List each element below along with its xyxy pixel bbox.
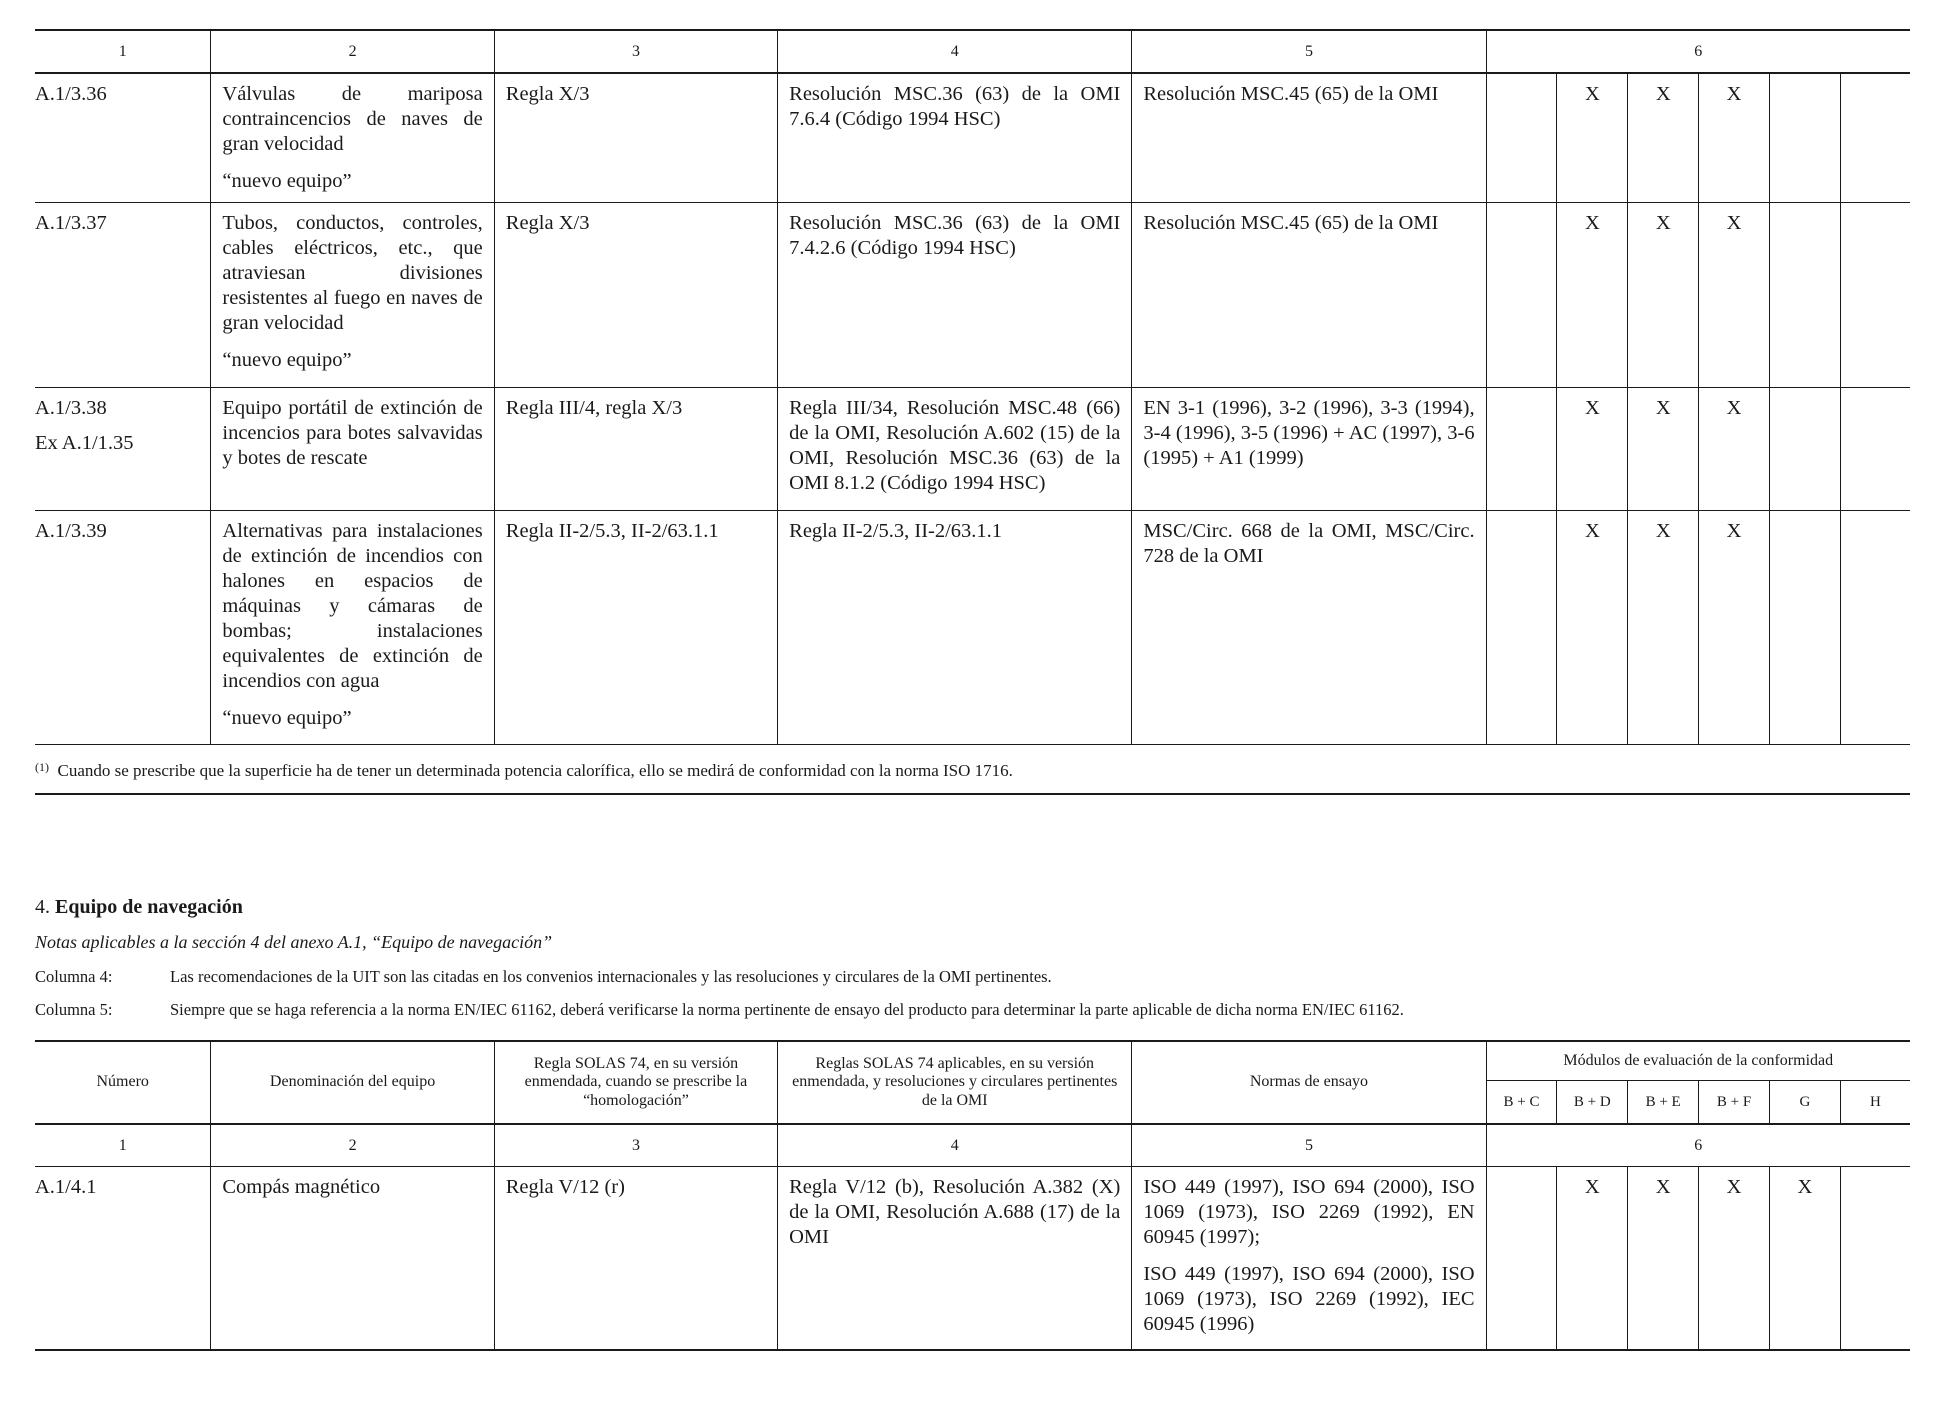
equipment-note: “nuevo equipo” — [222, 349, 352, 371]
table-row — [35, 203, 1910, 388]
item-number: A.1/3.36 — [35, 73, 211, 203]
module-mark — [1840, 511, 1910, 745]
section-heading — [35, 896, 243, 919]
item-number: A.1/3.38 — [35, 397, 107, 419]
column-number: 2 — [211, 30, 494, 73]
applicable-rules: Regla II-2/5.3, II-2/63.1.1 — [778, 511, 1132, 745]
note-text: Las recomendaciones de la UIT son las citadas en los convenios internacionales y las resoluciones y circulares de la OMI pertinentes. — [170, 967, 1052, 986]
module-mark — [1840, 388, 1910, 511]
equipment-table-section-3 — [35, 29, 1910, 795]
module-mark: X — [1699, 388, 1770, 511]
solas-rule: Regla X/3 — [494, 73, 777, 203]
module-mark — [1769, 203, 1840, 388]
equipment-name: Alternativas para instalaciones de extinción de incendios con halones en espacios de máquinas y cámaras de bombas; instalaciones equivalentes de extinción de incendios con agua — [222, 520, 483, 692]
column-number: 4 — [778, 1124, 1132, 1167]
column-number: 1 — [35, 30, 211, 73]
equipment-name-cell — [211, 511, 494, 745]
module-mark: X — [1557, 203, 1628, 388]
solas-rule: Regla V/12 (r) — [494, 1167, 777, 1350]
column-number: 6 — [1486, 30, 1910, 73]
column-number: 2 — [211, 1124, 494, 1167]
footnote — [35, 745, 1910, 795]
module-mark — [1840, 1167, 1910, 1350]
applicable-rules: Resolución MSC.36 (63) de la OMI 7.6.4 (Código 1994 HSC) — [778, 73, 1132, 203]
column-number: 6 — [1486, 1124, 1910, 1167]
solas-rule: Regla III/4, regla X/3 — [494, 388, 777, 511]
equipment-table-section-4 — [35, 1040, 1910, 1351]
equipment-name: Tubos, conductos, controles, cables eléctricos, etc., que atraviesan divisiones resistentes al fuego en naves de gran velocidad — [222, 212, 483, 334]
equipment-name: Equipo portátil de extinción de incencios para botes salvavidas y botes de rescate — [211, 388, 494, 511]
module-mark: X — [1769, 1167, 1840, 1350]
section-number: 4. — [35, 896, 50, 918]
header-module: H — [1840, 1080, 1910, 1124]
column-number: 4 — [778, 30, 1132, 73]
test-standards: MSC/Circ. 668 de la OMI, MSC/Circ. 728 de la OMI — [1132, 511, 1486, 745]
header-name: Denominación del equipo — [211, 1041, 494, 1124]
table-row — [35, 388, 1910, 511]
column-number: 3 — [494, 1124, 777, 1167]
note-text: Siempre que se haga referencia a la norma EN/IEC 61162, deberá verificarse la norma pertinente de ensayo del producto para determinar la parte aplicable de dicha norma EN/IEC 61162. — [170, 1000, 1404, 1019]
module-mark: X — [1699, 73, 1770, 203]
module-mark: X — [1628, 388, 1699, 511]
solas-rule: Regla II-2/5.3, II-2/63.1.1 — [494, 511, 777, 745]
header-module: B + C — [1486, 1080, 1557, 1124]
header-module: G — [1769, 1080, 1840, 1124]
column-number: 3 — [494, 30, 777, 73]
module-mark: X — [1699, 511, 1770, 745]
equipment-name: Válvulas de mariposa contraincencios de naves de gran velocidad — [222, 83, 483, 155]
module-mark: X — [1699, 1167, 1770, 1350]
test-standards-cell — [1132, 1167, 1486, 1350]
test-standards-1: ISO 449 (1997), ISO 694 (2000), ISO 1069 (1973), ISO 2269 (1992), EN 60945 (1997); — [1143, 1176, 1475, 1248]
header-module: B + D — [1557, 1080, 1628, 1124]
module-mark: X — [1557, 511, 1628, 745]
footnote-mark: (1) — [35, 760, 49, 774]
section-title: Equipo de navegación — [55, 896, 243, 918]
note-label: Columna 4: — [35, 967, 113, 986]
test-standards: Resolución MSC.45 (65) de la OMI — [1132, 203, 1486, 388]
equipment-name: Compás magnético — [211, 1167, 494, 1350]
module-mark — [1769, 511, 1840, 745]
module-mark — [1486, 203, 1557, 388]
table-row — [35, 1167, 1910, 1350]
module-mark: X — [1699, 203, 1770, 388]
column-number: 1 — [35, 1124, 211, 1167]
module-mark — [1486, 511, 1557, 745]
item-number-cell — [35, 388, 211, 511]
table-row — [35, 511, 1910, 745]
column-number-row — [35, 30, 1910, 73]
item-number: A.1/4.1 — [35, 1176, 97, 1198]
header-number: Número — [35, 1041, 211, 1124]
applicable-rules: Regla V/12 (b), Resolución A.382 (X) de la OMI, Resolución A.688 (17) de la OMI — [778, 1167, 1132, 1350]
equipment-note: “nuevo equipo” — [222, 707, 352, 729]
module-mark — [1486, 388, 1557, 511]
test-standards: EN 3-1 (1996), 3-2 (1996), 3-3 (1994), 3-4 (1996), 3-5 (1996) + AC (1997), 3-6 (1995) + A1 (1999) — [1132, 388, 1486, 511]
header-module: B + E — [1628, 1080, 1699, 1124]
module-mark — [1769, 73, 1840, 203]
equipment-name-cell — [211, 203, 494, 388]
column-number-row — [35, 1124, 1910, 1167]
module-mark — [1840, 203, 1910, 388]
column-number: 5 — [1132, 30, 1486, 73]
applicable-rules: Resolución MSC.36 (63) de la OMI 7.4.2.6 (Código 1994 HSC) — [778, 203, 1132, 388]
module-mark: X — [1557, 1167, 1628, 1350]
item-number-alt: Ex A.1/1.35 — [35, 432, 134, 454]
header-solas-rule: Regla SOLAS 74, en su versión enmendada, cuando se prescribe la “homologación” — [494, 1041, 777, 1124]
column-number: 5 — [1132, 1124, 1486, 1167]
header-test-standards: Normas de ensayo — [1132, 1041, 1486, 1124]
note-label: Columna 5: — [35, 1000, 113, 1019]
module-mark: X — [1628, 1167, 1699, 1350]
test-standards-2: ISO 449 (1997), ISO 694 (2000), ISO 1069 (1973), ISO 2269 (1992), IEC 60945 (1996) — [1143, 1263, 1475, 1335]
applicable-rules: Regla III/34, Resolución MSC.48 (66) de la OMI, Resolución A.602 (15) de la OMI, Resolución MSC.36 (63) de la OMI 8.1.2 (Código 1994 HSC) — [778, 388, 1132, 511]
module-mark — [1486, 1167, 1557, 1350]
item-number: A.1/3.37 — [35, 203, 211, 388]
solas-rule: Regla X/3 — [494, 203, 777, 388]
item-number: A.1/3.39 — [35, 511, 211, 745]
module-mark — [1486, 73, 1557, 203]
table-row — [35, 73, 1910, 203]
module-mark: X — [1628, 73, 1699, 203]
footnote-text: Cuando se prescribe que la superficie ha de tener un determinada potencia calorífica, ello se medirá de conformidad con la norma ISO 1716. — [57, 761, 1013, 780]
module-mark: X — [1557, 73, 1628, 203]
module-mark: X — [1628, 203, 1699, 388]
equipment-name-cell — [211, 73, 494, 203]
module-mark: X — [1557, 388, 1628, 511]
module-mark — [1840, 73, 1910, 203]
equipment-note: “nuevo equipo” — [222, 170, 352, 192]
header-row — [35, 1041, 1910, 1080]
header-module: B + F — [1699, 1080, 1770, 1124]
notes-title: Notas aplicables a la sección 4 del anexo A.1, “Equipo de navegación” — [35, 932, 553, 952]
module-mark: X — [1628, 511, 1699, 745]
footnote-row — [35, 745, 1910, 795]
header-applicable-rules: Reglas SOLAS 74 aplicables, en su versión enmendada, y resoluciones y circulares pertinentes de la OMI — [778, 1041, 1132, 1124]
header-modules-title: Módulos de evaluación de la conformidad — [1486, 1041, 1910, 1080]
module-mark — [1769, 388, 1840, 511]
test-standards: Resolución MSC.45 (65) de la OMI — [1132, 73, 1486, 203]
